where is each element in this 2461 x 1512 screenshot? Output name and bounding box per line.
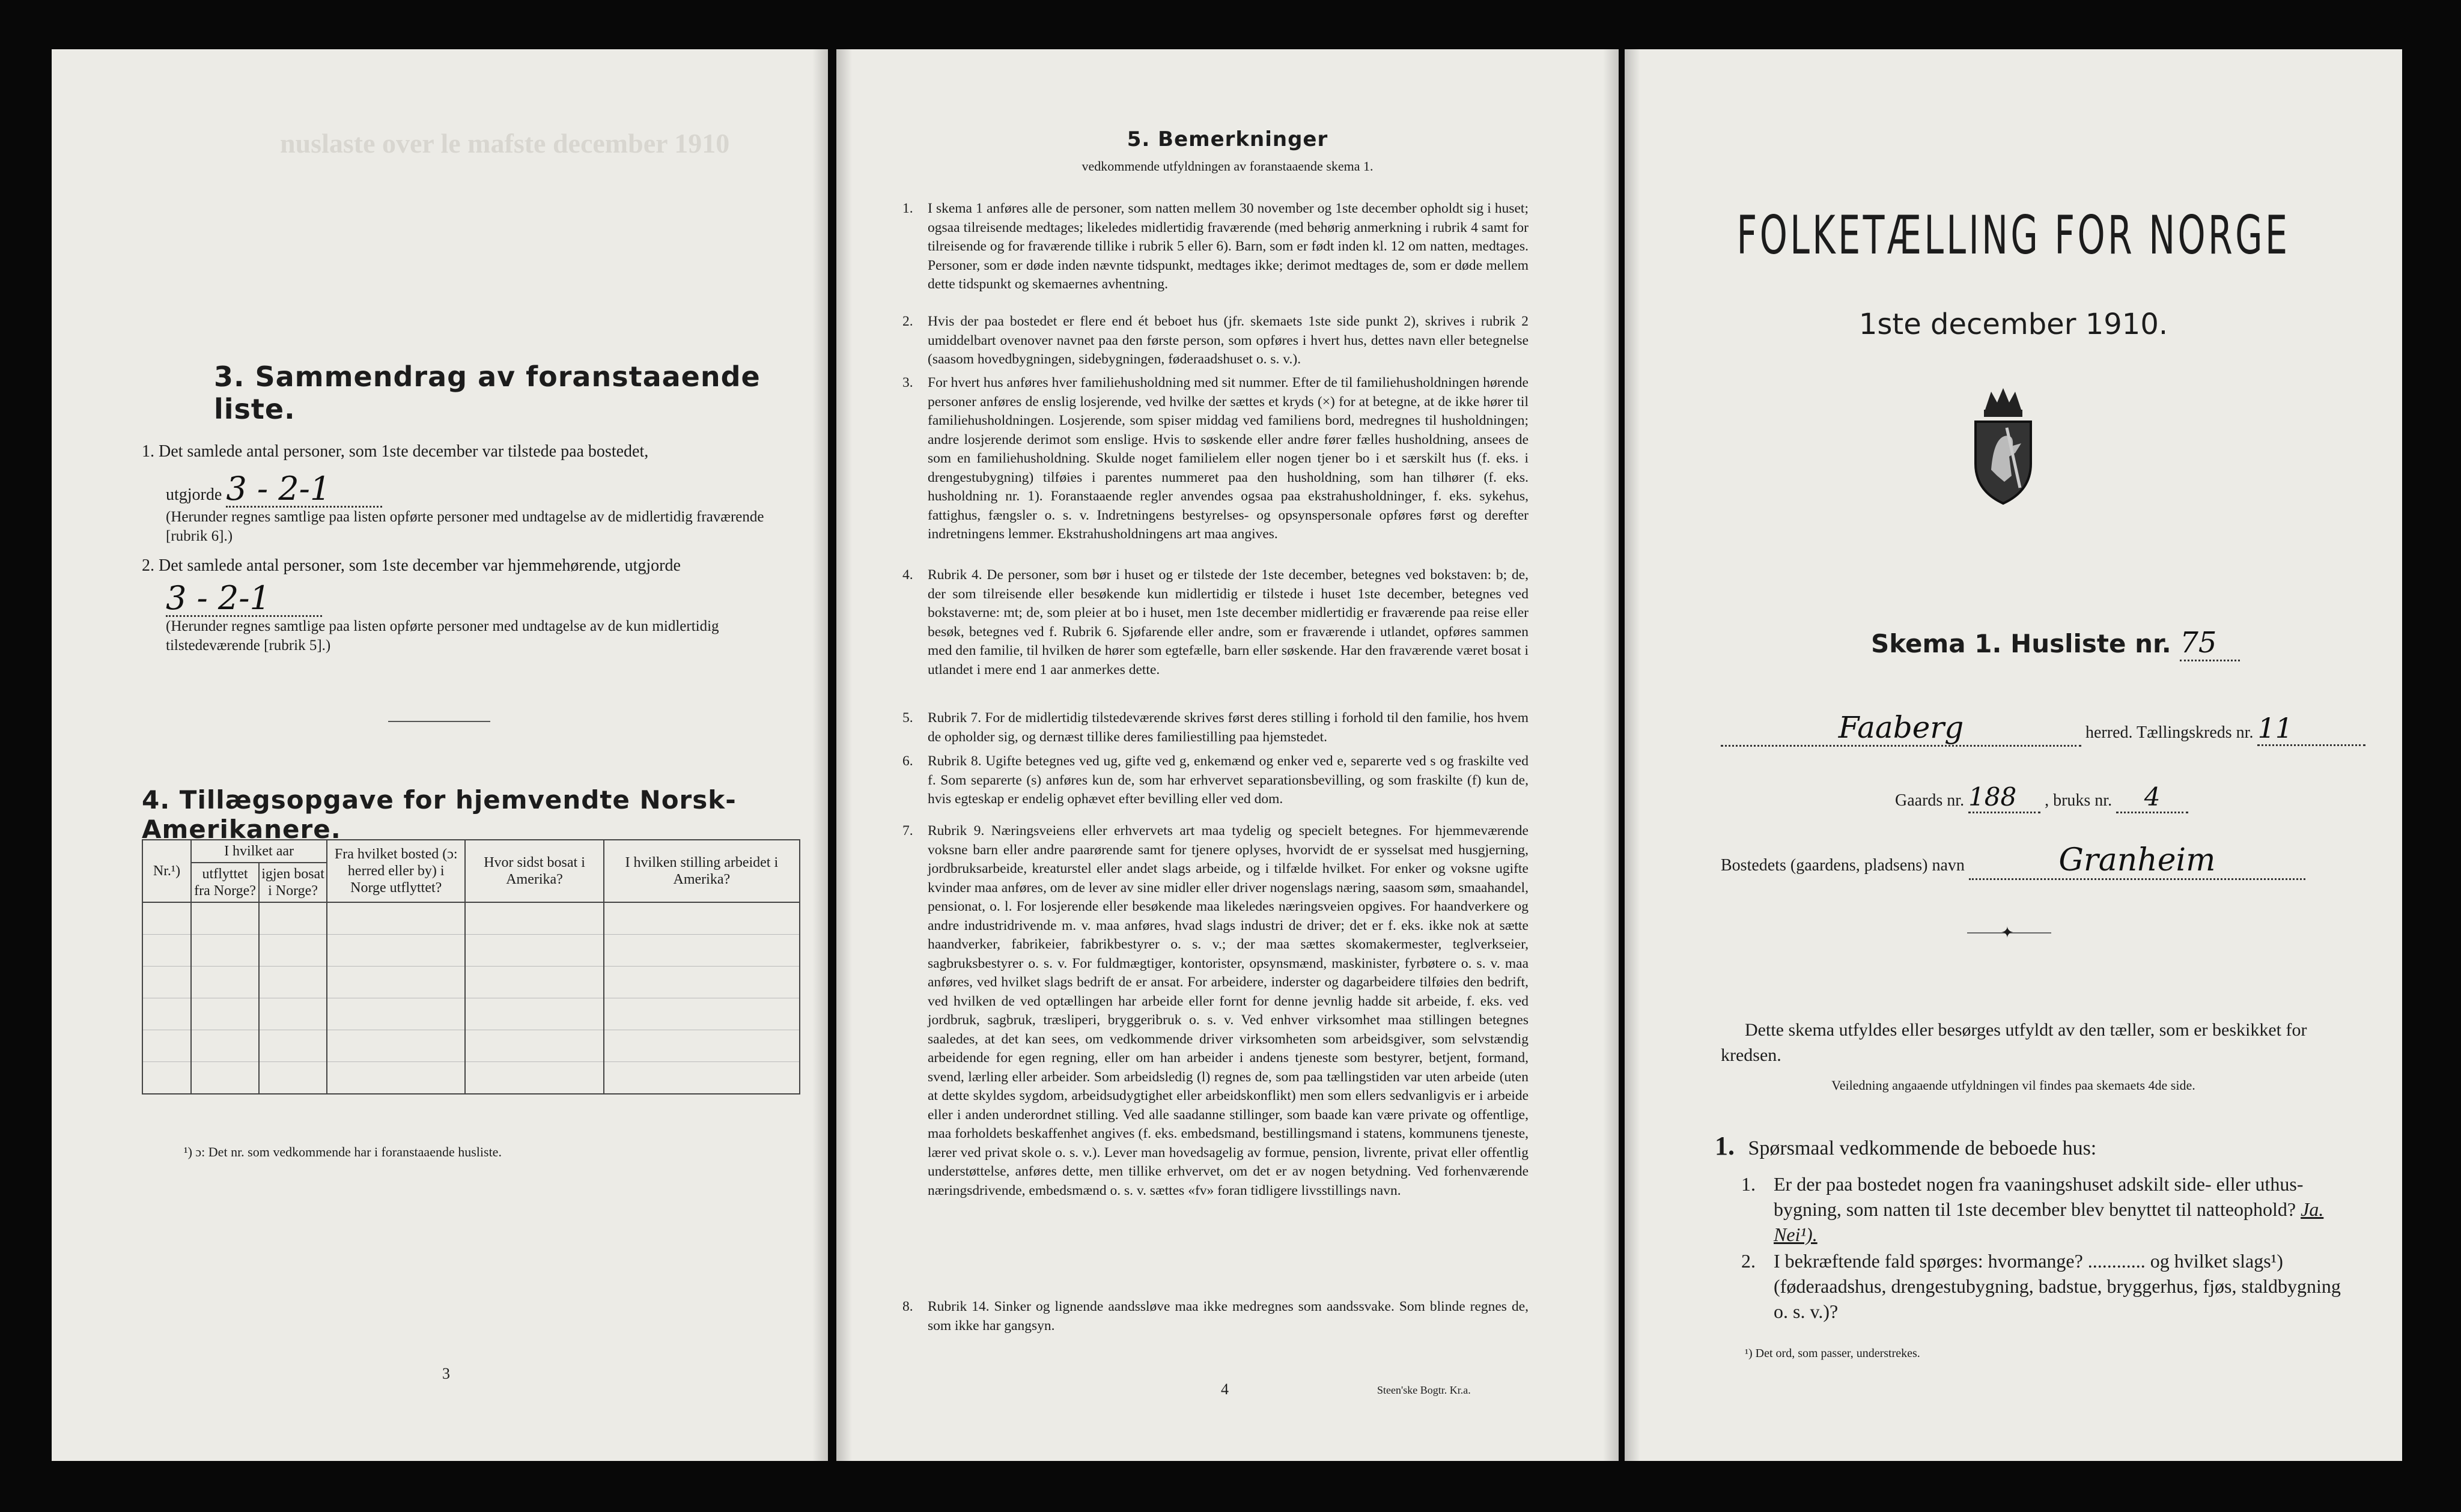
s3-q1-text: 1. Det samlede antal personer, som 1ste december var tilstede paa bostedet,	[142, 442, 649, 461]
table-row	[142, 998, 800, 1030]
question-heading: Spørsmaal vedkommende de beboede hus:	[1748, 1137, 2097, 1159]
remark-item	[902, 709, 1529, 747]
bemerkninger-title: 5. Bemerkninger	[1127, 127, 1328, 151]
s3-q2-note: (Herunder regnes samtlige paa listen opførte personer med undtagelse av de kun midlertidig tilstedeværende [rubrik 5].)	[166, 618, 719, 654]
remark-number: 3.	[902, 375, 913, 390]
col-year-group: I hvilket aar	[191, 840, 327, 863]
norwegian-lion-icon	[1967, 386, 2039, 506]
col-from: Fra hvilket bosted (ɔ: herred eller by) i Norge utflyttet?	[327, 840, 465, 902]
col-returned: igjen bosat i Norge?	[259, 863, 327, 902]
remark-item	[902, 752, 1529, 809]
question-2-number: 2.	[1741, 1250, 1756, 1272]
gaard-label: Gaards nr.	[1895, 791, 1965, 810]
table-row	[142, 1062, 800, 1095]
table-row	[142, 935, 800, 967]
s3-q2-text: 2. Det samlede antal personer, som 1ste december var hjemmehørende, utgjorde	[142, 556, 681, 575]
question-1-number: 1.	[1741, 1173, 1756, 1195]
herred-value: Faaberg	[1721, 710, 2081, 747]
gaard-line	[1895, 782, 2188, 813]
col-emigrated: utflyttet fra Norge?	[191, 863, 259, 902]
page-number: 3	[442, 1365, 450, 1382]
divider	[388, 721, 490, 722]
bleed-through-text: nuslaste over le mafste december 1910	[280, 128, 730, 159]
remark-item	[902, 566, 1529, 679]
remark-number: 7.	[902, 823, 913, 839]
page-forside	[1625, 49, 2402, 1461]
kreds-label: Tællingskreds nr.	[2137, 723, 2254, 742]
remark-text: Rubrik 14. Sinker og lignende aandssløve maa ikke medregnes som aandssvake. Som blinde regnes de, som ikke har gangsyn.	[928, 1299, 1529, 1334]
schema-label: Skema 1. Husliste nr.	[1871, 629, 2171, 658]
question-heading-number: 1.	[1715, 1131, 1735, 1161]
remark-number: 6.	[902, 753, 913, 769]
question-1-text: Er der paa bostedet nogen fra vaaningshuset adskilt side- eller uthus-bygning, som natten til 1ste december blev benyttet til natteophold?	[1774, 1173, 2304, 1220]
remark-item	[902, 822, 1529, 1200]
info-text: Dette skema utfyldes eller besørges utfyldt av den tæller, som er beskikket for kredsen.	[1721, 1020, 2307, 1065]
remark-item	[902, 1298, 1529, 1335]
s3-q1-label: utgjorde	[166, 485, 222, 504]
s3-q1-value: 3 - 2-1	[226, 472, 382, 508]
page-number: 4	[1221, 1380, 1229, 1398]
s3-question-2	[142, 554, 803, 655]
table-row	[142, 967, 800, 998]
remark-text: Hvis der paa bostedet er flere end ét beboet hus (jfr. skemaets 1ste side punkt 2), skrives i rubrik 2 umiddelbart ovenover navnet paa den første person, som opføres i hvert hus, dettes navn eller betegnelse (saasom hovedbygningen, sidebygningen, føderaadshuset o. s. v.).	[928, 314, 1529, 367]
info-small: Veiledning angaaende utfyldningen vil findes paa skemaets 4de side.	[1831, 1078, 2195, 1093]
bemerkninger-subtitle: vedkommende utfyldningen av foranstaaende skema 1.	[1081, 159, 1373, 174]
bosted-line	[1721, 842, 2305, 880]
herred-line	[1721, 710, 2365, 747]
s3-q2-value: 3 - 2-1	[166, 581, 322, 617]
remark-text: Rubrik 7. For de midlertidig tilstedeværende skrives først deres stilling i forhold til den familie, hos hvem de opholder sig, og dernæst tillike deres familiestilling paa hjemstedet.	[928, 710, 1529, 745]
census-date: 1ste december 1910.	[1858, 308, 2168, 341]
table-row	[142, 902, 800, 935]
section-3-title: 3. Sammendrag av foranstaaende liste.	[214, 360, 761, 425]
col-last: Hvor sidst bosat i Amerika?	[465, 840, 603, 902]
husliste-number: 75	[2180, 626, 2240, 661]
question-2-text: I bekræftende fald spørges: hvormange? ............ og hvilket slags¹) (føderaadshus, drengestubygning, badstue, bryggerhus, fjøs, staldbygning o. s. v.)?	[1774, 1250, 2341, 1322]
question-2	[1741, 1248, 2352, 1324]
section-4-title: 4. Tillægsopgave for hjemvendte Norsk-Amerikanere.	[142, 785, 737, 844]
bruk-label: , bruks nr.	[2045, 791, 2113, 810]
bosted-label: Bostedets (gaardens, pladsens) navn	[1721, 856, 1965, 875]
page-fold-shadow	[836, 49, 852, 1461]
footnote: ¹) ɔ: Det nr. som vedkommende har i foranstaaende husliste.	[184, 1144, 502, 1159]
bruk-value: 4	[2116, 782, 2188, 813]
remark-number: 1.	[902, 201, 913, 216]
ornament-icon: ✦	[1967, 932, 2051, 934]
schema-line	[1871, 626, 2240, 661]
remark-item	[902, 199, 1529, 294]
page-bemerkninger	[836, 49, 1619, 1461]
printer-name: Steen'ske Bogtr. Kr.a.	[1377, 1384, 1471, 1396]
footnote: ¹) Det ord, som passer, understrekes.	[1745, 1347, 1920, 1360]
remark-number: 8.	[902, 1299, 913, 1314]
remark-item	[902, 374, 1529, 544]
page-sammendrag	[52, 49, 828, 1461]
herred-label: herred.	[2085, 723, 2133, 742]
remark-number: 4.	[902, 567, 913, 583]
col-position: I hvilken stilling arbeidet i Amerika?	[604, 840, 800, 902]
kreds-value: 11	[2257, 712, 2365, 746]
s3-q1-note: (Herunder regnes samtlige paa listen opførte personer med undtagelse av de midlertidig fraværende [rubrik 6].)	[166, 509, 764, 544]
remark-text: Rubrik 9. Næringsveiens eller erhvervets art maa tydelig og specielt betegnes. For hjemmeværende voksne barn eller andre paarørende samt for tjenere oplyses, hvorvidt de er sysselsat med husgjerning, jordbruksarbeide, kreaturstel eller andet slags arbeide, og i tilfælde hvilket. For enker og voksne ugifte kvinder maa anføres, om de lever av sine midler eller driver nogenslags næring, saasom søm, smaahandel, pensionat, o. l. For losjerende eller besøkende maa likeledes næringsveien opgives. For haandverkere og andre industridrivende m. v. maa anføres, hvad slags industri de driver; det er f. eks. ikke nok at sætte haandverker, fabrikeier, fabrikbestyrer o. s. v.; der maa sættes skomakermester, teglverkseier, sagbruksbestyrer o. s. v. For fuldmægtiger, kontorister, opsynsmænd, maskinister, fyrbøtere o. s. v. maa anføres, ved hvilket slags bedrift de er ansat. For arbeidere, inderster og dagarbeidere tilføies den bedrift, ved hvilken de ved optællingen har arbeide eller fornt for denne jevnlig hadde sit arbeide, f. eks. ved jordbruk, sagbruk, træsliperi, bryggeribruk o. s. v. Ved enhver virksomhet maa stillingen betegnes saaledes, at det kan sees, om vedkommende driver virksomheten som arbeidsgiver, som selvstændig arbeidende for egen regning, eller om han arbeider i andens tjeneste som bestyrer, betjent, formand, svend, lærling eller arbeider. Som arbeidsledig (l) regnes de, som paa tællingstiden var uten arbeide (uten at dette skyldes sygdom, arbeidsudygtighet eller arbeidskonflikt) men som ellers sedvanligvis er i arbeide eller i anden underordnet stilling. Ved alle saadanne stillinger, som baade kan være private og offentlige, maa forholdets beskaffenhet angives (f. eks. embedsmand, bestillingsmand i statens, kommunens tjeneste, lærer ved privat skole o. s. v.). Lever man hovedsagelig av formue, pension, livrente, privat eller offentlig understøttelse, anføres dette, men tillike erhvervet, om det er av nogen betydning. Ved forhenværende næringsdrivende, embedsmænd o. s. v. sættes «fv» foran tidligere livsstillings navn.	[928, 823, 1529, 1198]
remark-text: Rubrik 4. De personer, som bør i huset og er tilstede der 1ste december, betegnes ved bokstaven: b; de, der som tilreisende eller besøkende kun midlertidig er tilstede i huset 1ste december, betegnes ved bokstaverne: mt; de, som pleier at bo i huset, men 1ste december midlertidig er fraværende paa reise eller besøk, betegnes ved f. Rubrik 6. Sjøfarende eller andre, som er fraværende i utlandet, opføres sammen med den familie, til hvilken de hører som egtefælle, barn eller søskende. Har den fraværende været bosat i utlandet i mere end 1 aar anmerkes dette.	[928, 567, 1529, 678]
question-1-answer: Ja. Nei¹).	[1774, 1198, 2324, 1245]
col-nr: Nr.¹)	[142, 840, 191, 902]
remark-number: 5.	[902, 710, 913, 726]
gaard-value: 188	[1968, 782, 2040, 813]
remark-number: 2.	[902, 314, 913, 329]
remark-text: I skema 1 anføres alle de personer, som natten mellem 30 november og 1ste december opholdt sig i huset; ogsaa tilreisende medtages; likeledes midlertidig fraværende (med behørig anmerkning i rubrik 4 samt for tilreisende og for fraværende tillike i rubrik 5 eller 6). Barn, som er født inden kl. 12 om natten, medtages. Personer, som er døde inden nævnte tidspunkt, medtages ikke; derimot medtages de, som er døde mellem dette tidspunkt og skemaernes avhentning.	[928, 201, 1529, 292]
page-fold-shadow	[812, 49, 828, 1461]
remark-text: For hvert hus anføres hver familiehusholdning med sit nummer. Efter de til familiehusholdningen hørende personer anføres de enslig losjerende, ved hvilke der sættes et kryds (×) for at betegne, at de ikke hører til familiehusholdningen. Losjerende, som spiser middag ved familiens bord, medregnes til husholdningen; andre losjerende derimot som enslige. Hvis to søskende eller andre fører fælles husholdning, ansees de som en familiehusholdning. Skulde noget familielem eller nogen tjener bo i et særskilt hus (f. eks. i drengestubygning) tilføies i parentes nummeret paa den husholdning, som han tilhører (f. eks. husholdning nr. 1). Foranstaaende regler anvendes ogsaa paa ekstrahusholdninger, f. eks. sykehus, fattighus, fængsler o. s. v. Indretningens bestyrelses- og opsynspersonale opføres først og derefter indretningens lemmer. Ekstrahusholdningens art maa angives.	[928, 375, 1529, 542]
table-row	[142, 1030, 800, 1062]
census-title: FOLKETÆLLING FOR NORGE	[1736, 204, 2290, 266]
remark-text: Rubrik 8. Ugifte betegnes ved ug, gifte ved g, enkemænd og enker ved e, separerte ved s og fraskilte ved f. Som separerte (s) anføres kun de, som har erhvervet separationsbevilling, og som fraskilte (f) kun de, hvis egteskap er endelig ophævet efter bevilling eller ved dom.	[928, 753, 1529, 807]
norsk-amerikanere-table	[142, 839, 800, 1095]
remark-item	[902, 312, 1529, 369]
page-fold-shadow	[1603, 49, 1619, 1461]
question-1	[1741, 1171, 2352, 1247]
s3-question-1	[142, 440, 803, 546]
page-fold-shadow	[1625, 49, 1640, 1461]
bosted-value: Granheim	[1969, 842, 2305, 880]
questions-heading	[1715, 1131, 2096, 1161]
